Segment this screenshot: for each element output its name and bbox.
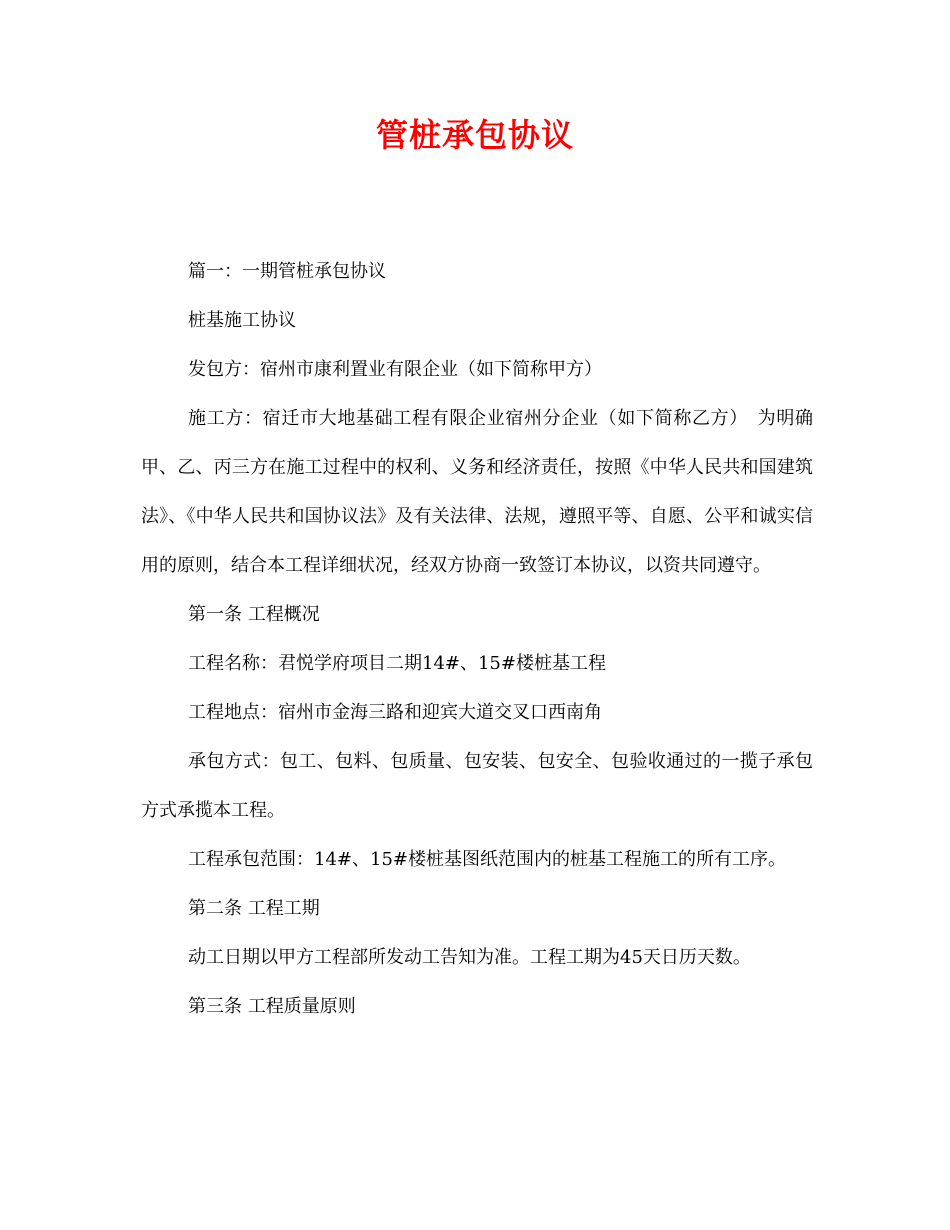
document-title: 管桩承包协议	[375, 116, 574, 154]
paragraph-chapter-heading: 篇一：一期管桩承包协议	[188, 261, 386, 282]
document-body	[141, 247, 813, 1031]
paragraph-schedule: 动工日期以甲方工程部所发动工告知为准。工程工期为45天日历天数。	[188, 947, 751, 968]
paragraph-contractor: 施工方：宿迁市大地基础工程有限企业宿州分企业（如下简称乙方） 为明确甲、乙、丙三方在施工过程中的权利、义务和经济责任，按照《中华人民共和国建筑法》、《中华人民共和国协议法》及有关法律、法规，遵照平等、自愿、公平和诚实信用的原则，结合本工程详细状况，经双方协商一致签订本协议，以资共同遵守。	[141, 408, 813, 576]
paragraph-contract-method: 承包方式：包工、包料、包质量、包安装、包安全、包验收通过的一揽子承包方式承揽本工程。	[141, 751, 813, 821]
paragraph-article-2-heading: 第二条 工程工期	[188, 898, 320, 919]
paragraph-agreement-name: 桩基施工协议	[188, 310, 296, 331]
paragraph-project-location: 工程地点：宿州市金海三路和迎宾大道交叉口西南角	[188, 702, 602, 723]
paragraph-employer: 发包方：宿州市康利置业有限企业（如下简称甲方）	[188, 359, 602, 380]
paragraph-project-name: 工程名称：君悦学府项目二期14#、15#楼桩基工程	[188, 653, 606, 674]
paragraph-article-1-heading: 第一条 工程概况	[188, 604, 320, 625]
paragraph-article-3-heading: 第三条 工程质量原则	[188, 996, 356, 1017]
paragraph-contract-scope: 工程承包范围：14#、15#楼桩基图纸范围内的桩基工程施工的所有工序。	[188, 849, 786, 870]
